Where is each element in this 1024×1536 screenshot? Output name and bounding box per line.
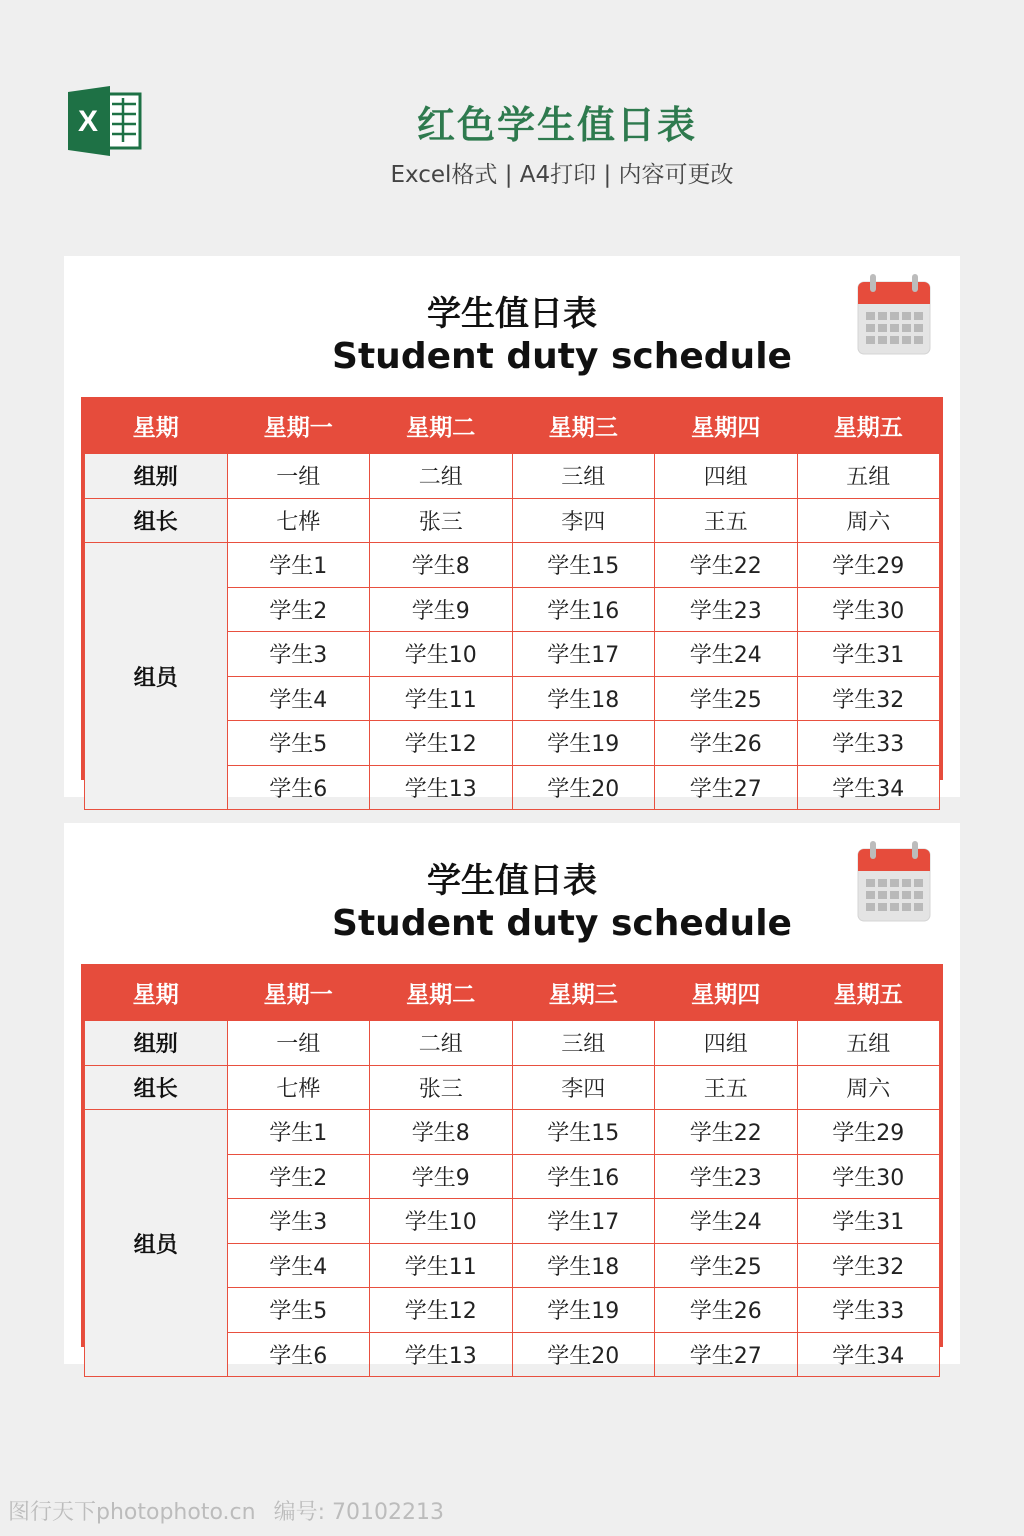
- table-cell: 学生12: [370, 721, 513, 766]
- table-cell: 学生9: [370, 1154, 513, 1199]
- table-cell: 学生9: [370, 587, 513, 632]
- table-cell: 学生8: [370, 543, 513, 588]
- table-cell: 学生26: [655, 721, 798, 766]
- table-cell: 张三: [370, 498, 513, 543]
- table-cell: 学生34: [797, 1332, 940, 1377]
- table-cell: 学生13: [370, 765, 513, 810]
- table-cell: 学生4: [227, 1243, 370, 1288]
- row-label: 组长: [85, 498, 228, 543]
- table-cell: 学生16: [512, 587, 655, 632]
- table-cell: 学生16: [512, 1154, 655, 1199]
- table-cell: 学生32: [797, 676, 940, 721]
- card-title-en: Student duty schedule: [332, 903, 792, 944]
- table-cell: 周六: [797, 1065, 940, 1110]
- table-cell: 学生5: [227, 1288, 370, 1333]
- table-cell: 学生25: [655, 676, 798, 721]
- table-cell: 王五: [655, 498, 798, 543]
- row-label: 组长: [85, 1065, 228, 1110]
- table-cell: 学生2: [227, 587, 370, 632]
- table-cell: 王五: [655, 1065, 798, 1110]
- table-cell: 学生27: [655, 765, 798, 810]
- header-cell: 星期: [85, 398, 228, 454]
- table-row: [85, 1110, 940, 1155]
- header-cell: 星期一: [227, 965, 370, 1021]
- header-cell: 星期五: [797, 398, 940, 454]
- table-header-row: [85, 398, 940, 454]
- table-cell: 学生15: [512, 543, 655, 588]
- table-cell: 学生31: [797, 632, 940, 677]
- table-cell: 学生22: [655, 543, 798, 588]
- table-row: [85, 1021, 940, 1066]
- table-cell: 一组: [227, 454, 370, 499]
- table-cell: 学生6: [227, 1332, 370, 1377]
- schedule-card-1: [64, 256, 960, 802]
- header-cell: 星期三: [512, 965, 655, 1021]
- table-cell: 学生33: [797, 1288, 940, 1333]
- table-cell: 学生1: [227, 1110, 370, 1155]
- table-cell: 学生2: [227, 1154, 370, 1199]
- schedule-table-wrap: [81, 397, 943, 802]
- card-title-cn: 学生值日表: [427, 861, 597, 901]
- table-cell: 学生33: [797, 721, 940, 766]
- table-cell: 学生10: [370, 1199, 513, 1244]
- table-cell: 学生4: [227, 676, 370, 721]
- table-cell: 学生6: [227, 765, 370, 810]
- table-cell: 学生34: [797, 765, 940, 810]
- schedule-table: [84, 964, 940, 1377]
- table-cell: 三组: [512, 1021, 655, 1066]
- table-cell: 学生29: [797, 543, 940, 588]
- table-cell: 学生13: [370, 1332, 513, 1377]
- row-label: 组员: [85, 543, 228, 810]
- table-cell: 学生18: [512, 676, 655, 721]
- table-cell: 学生12: [370, 1288, 513, 1333]
- table-cell: 李四: [512, 1065, 655, 1110]
- table-cell: 学生11: [370, 1243, 513, 1288]
- table-row: [85, 498, 940, 543]
- header-cell: 星期四: [655, 398, 798, 454]
- header-cell: 星期五: [797, 965, 940, 1021]
- table-cell: 学生17: [512, 632, 655, 677]
- table-cell: 三组: [512, 454, 655, 499]
- schedule-card-2: [64, 823, 960, 1369]
- table-cell: 学生15: [512, 1110, 655, 1155]
- table-cell: 学生3: [227, 632, 370, 677]
- table-cell: 学生8: [370, 1110, 513, 1155]
- header-cell: 星期三: [512, 398, 655, 454]
- row-label: 组员: [85, 1110, 228, 1377]
- table-row: [85, 1065, 940, 1110]
- table-cell: 学生22: [655, 1110, 798, 1155]
- table-cell: 四组: [655, 1021, 798, 1066]
- schedule-table-wrap: [81, 964, 943, 1369]
- table-cell: 四组: [655, 454, 798, 499]
- table-cell: 学生25: [655, 1243, 798, 1288]
- header-cell: 星期二: [370, 398, 513, 454]
- table-cell: 学生23: [655, 1154, 798, 1199]
- table-row: [85, 454, 940, 499]
- table-cell: 学生32: [797, 1243, 940, 1288]
- calendar-icon: [858, 274, 930, 354]
- table-cell: 学生24: [655, 1199, 798, 1244]
- row-label: 组别: [85, 454, 228, 499]
- table-cell: 学生19: [512, 1288, 655, 1333]
- excel-logo-letter: X: [77, 105, 99, 138]
- table-cell: 李四: [512, 498, 655, 543]
- table-cell: 学生30: [797, 587, 940, 632]
- table-cell: 学生5: [227, 721, 370, 766]
- table-cell: 学生20: [512, 1332, 655, 1377]
- table-cell: 五组: [797, 454, 940, 499]
- table-cell: 五组: [797, 1021, 940, 1066]
- table-cell: 学生31: [797, 1199, 940, 1244]
- table-cell: 七桦: [227, 1065, 370, 1110]
- table-cell: 学生10: [370, 632, 513, 677]
- table-cell: 学生23: [655, 587, 798, 632]
- table-cell: 学生1: [227, 543, 370, 588]
- table-cell: 张三: [370, 1065, 513, 1110]
- table-cell: 七桦: [227, 498, 370, 543]
- watermark: [8, 1495, 444, 1526]
- page-title: 红色学生值日表: [416, 103, 697, 147]
- table-cell: 学生26: [655, 1288, 798, 1333]
- table-cell: 学生30: [797, 1154, 940, 1199]
- table-cell: 学生11: [370, 676, 513, 721]
- table-cell: 学生17: [512, 1199, 655, 1244]
- table-cell: 周六: [797, 498, 940, 543]
- watermark-id: 编号: 70102213: [273, 1500, 444, 1525]
- table-cell: 学生19: [512, 721, 655, 766]
- table-cell: 学生18: [512, 1243, 655, 1288]
- header-cell: 星期二: [370, 965, 513, 1021]
- table-cell: 学生29: [797, 1110, 940, 1155]
- header-cell: 星期一: [227, 398, 370, 454]
- page-subtitle: Excel格式 | A4打印 | 内容可更改: [390, 162, 734, 188]
- table-cell: 学生24: [655, 632, 798, 677]
- table-header-row: [85, 965, 940, 1021]
- table-cell: 二组: [370, 454, 513, 499]
- card-title-cn: 学生值日表: [427, 294, 597, 334]
- calendar-icon: [858, 841, 930, 921]
- schedule-table: [84, 397, 940, 810]
- table-row: [85, 543, 940, 588]
- row-label: 组别: [85, 1021, 228, 1066]
- table-cell: 学生3: [227, 1199, 370, 1244]
- header-cell: 星期: [85, 965, 228, 1021]
- table-cell: 二组: [370, 1021, 513, 1066]
- table-cell: 一组: [227, 1021, 370, 1066]
- header-cell: 星期四: [655, 965, 798, 1021]
- table-cell: 学生20: [512, 765, 655, 810]
- table-cell: 学生27: [655, 1332, 798, 1377]
- watermark-site: 图行天下photophoto.cn: [8, 1500, 256, 1525]
- card-title-en: Student duty schedule: [332, 336, 792, 377]
